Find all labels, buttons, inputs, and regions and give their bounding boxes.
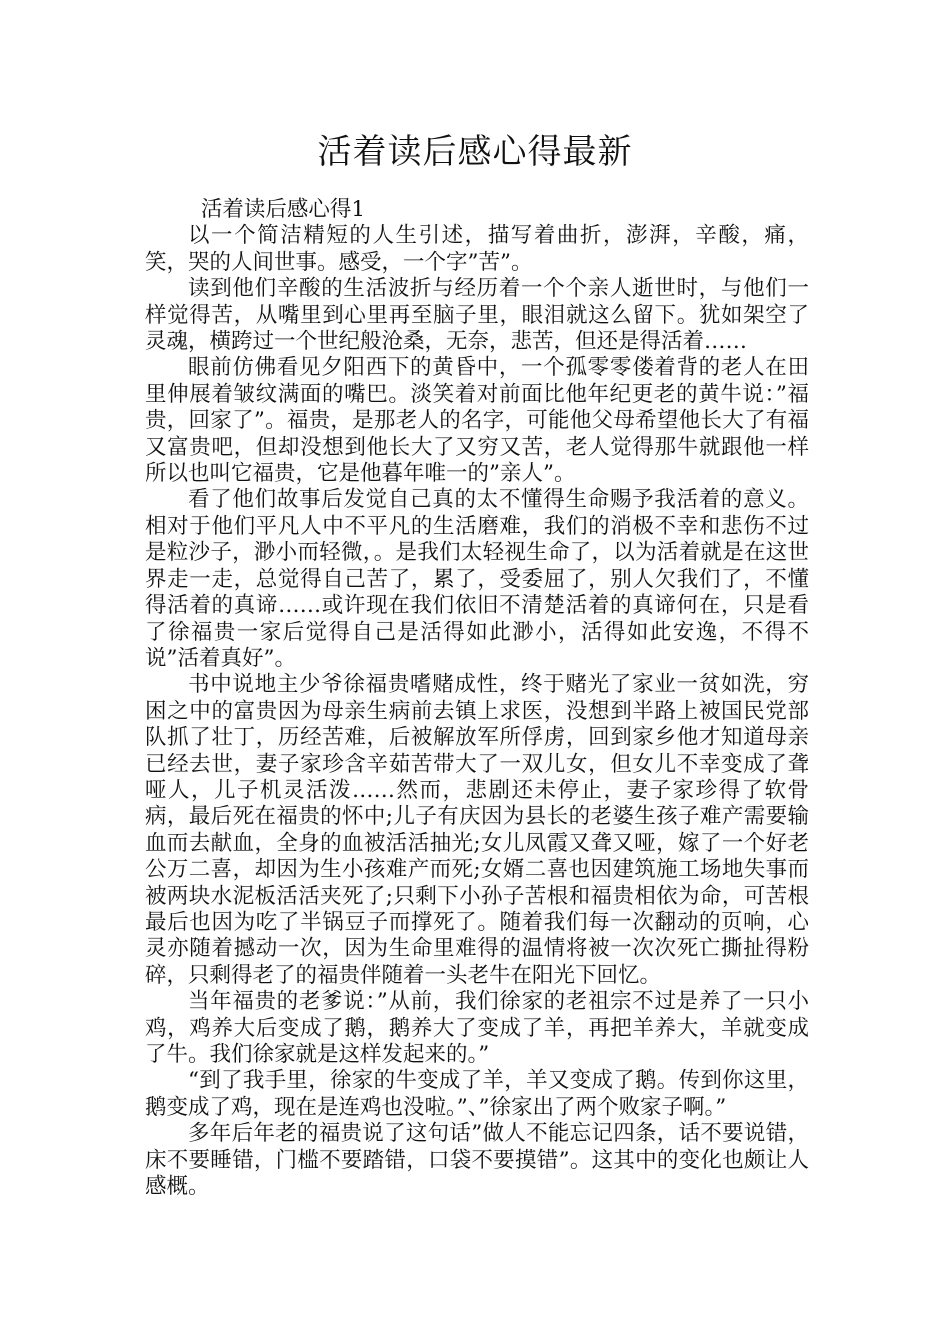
paragraph: 眼前仿佛看见夕阳西下的黄昏中，一个孤零零偻着背的老人在田里伸展着皱纹满面的嘴巴。淡笑着对前面比他年纪更老的黄牛说：”福贵，回家了”。福贵，是那老人的名字，可能他父母希望他长大了有福又富贵吧，但却没想到他长大了又穷又苦，老人觉得那牛就跟他一样所以也叫它福贵，它是他暮年唯一的”亲人”。 — [145, 355, 809, 487]
paragraph: 书中说地主少爷徐福贵嗜赌成性，终于赌光了家业一贫如洗，穷困之中的富贵因为母亲生病前去镇上求医，没想到半路上被国民党部队抓了壮丁，历经苦难，后被解放军所俘虏，回到家乡他才知道母亲已经去世，妻子家珍含辛茹苦带大了一双儿女，但女儿不幸变成了聋哑人，儿子机灵活泼……然而，悲剧还未停止，妻子家珍得了软骨病，最后死在福贵的怀中;儿子有庆因为县长的老婆生孩子难产需要输血而去献血，全身的血被活活抽光;女儿凤霞又聋又哑，嫁了一个好老公万二喜，却因为生小孩难产而死;女婿二喜也因建筑施工场地失事而被两块水泥板活活夹死了;只剩下小孙子苦根和福贵相依为命，可苦根最后也因为吃了半锅豆子而撑死了。随着我们每一次翻动的页响，心灵亦随着撼动一次，因为生命里难得的温情将被一次次死亡撕扯得粉碎，只剩得老了的福贵伴随着一头老牛在阳光下回忆。 — [145, 672, 809, 988]
document-title: 活着读后感心得最新 — [317, 132, 633, 172]
paragraph: 当年福贵的老爹说：”从前，我们徐家的老祖宗不过是养了一只小鸡，鸡养大后变成了鹅，鹅养大了变成了羊，再把羊养大，羊就变成了牛。我们徐家就是这样发起来的。” — [145, 989, 809, 1067]
document-body — [145, 197, 809, 1200]
paragraph: 多年后年老的福贵说了这句话”做人不能忘记四条，话不要说错，床不要睡错，门槛不要踏错，口袋不要摸错”。这其中的变化也颇让人感概。 — [145, 1121, 809, 1200]
paragraph: 读到他们辛酸的生活波折与经历着一个个亲人逝世时，与他们一样觉得苦，从嘴里到心里再至脑子里，眼泪就这么留下。犹如架空了灵魂，横跨过一个世纪般沧桑，无奈，悲苦，但还是得活着…… — [145, 276, 809, 355]
paragraph: “到了我手里，徐家的牛变成了羊，羊又变成了鹅。传到你这里，鹅变成了鸡，现在是连鸡也没啦。”、”徐家出了两个败家子啊。” — [145, 1068, 809, 1120]
paragraph: 看了他们故事后发觉自己真的太不懂得生命赐予我活着的意义。相对于他们平凡人中不平凡的生活磨难，我们的消极不幸和悲伤不过是粒沙子，渺小而轻微，。是我们太轻视生命了，以为活着就是在这世界走一走，总觉得自己苦了，累了，受委屈了，别人欠我们了，不懂得活着的真谛……或许现在我们依旧不清楚活着的真谛何在，只是看了徐福贵一家后觉得自己是活得如此渺小，活得如此安逸，不得不说”活着真好”。 — [145, 487, 809, 671]
section-heading: 活着读后感心得1 — [200, 197, 366, 222]
paragraph: 以一个简洁精短的人生引述，描写着曲折，澎湃，辛酸，痛，笑，哭的人间世事。感受，一个字”苦”。 — [145, 223, 809, 275]
